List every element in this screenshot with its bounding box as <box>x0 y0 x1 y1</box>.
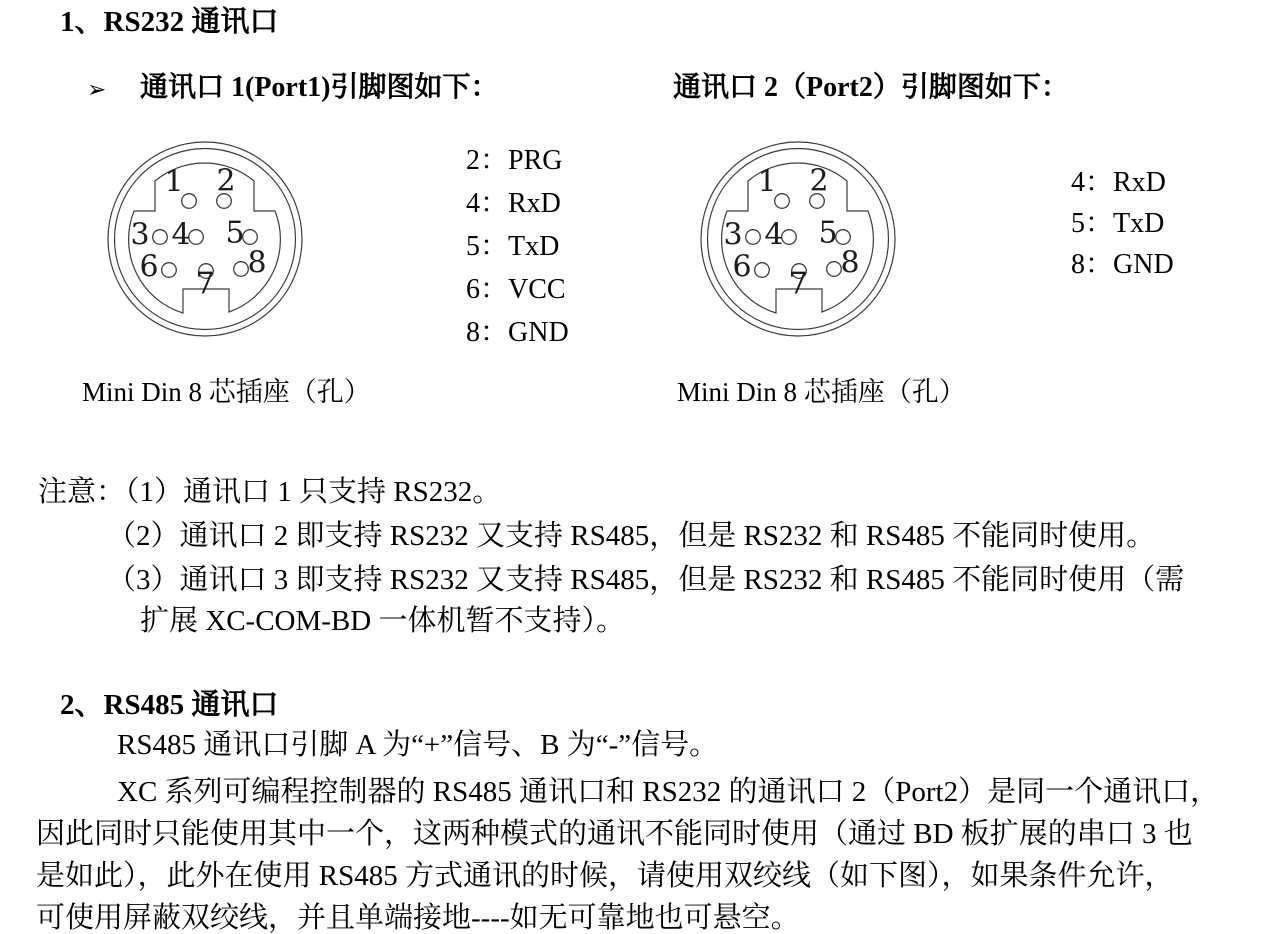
pin-number: 3 <box>723 217 743 253</box>
port1-connector-caption: Mini Din 8 芯插座（孔） <box>82 377 371 407</box>
pin-number: 8 <box>840 245 860 281</box>
pin-number: 1 <box>757 164 777 200</box>
pin5-hole <box>836 230 851 245</box>
pin-number: 6 <box>139 249 159 285</box>
pin-number: 1 <box>164 164 184 200</box>
note-line: （3）通讯口 3 即支持 RS232 又支持 RS485，但是 RS232 和 RS485 不能同时使用（需 <box>107 564 1185 596</box>
port1-mini-din8-connector-diagram <box>100 134 310 344</box>
pin1-hole <box>182 194 197 209</box>
paragraph-line: XC 系列可编程控制器的 RS485 通讯口和 RS232 的通讯口 2（Port2）是同一个通讯口， <box>117 776 1220 808</box>
pin-assignment: 8：GND <box>466 317 569 348</box>
pin8-hole <box>827 262 842 277</box>
pin-number: 5 <box>818 215 838 251</box>
section2-heading: 2、RS485 通讯口 <box>60 689 279 721</box>
pin-assignment: 2：PRG <box>466 145 563 176</box>
paragraph-line: RS485 通讯口引脚 A 为“+”信号、B 为“-”信号。 <box>117 729 719 761</box>
pin-assignment: 4：RxD <box>1071 167 1166 198</box>
pin-number: 6 <box>732 249 752 285</box>
pin3-hole <box>153 230 168 245</box>
pin-number: 8 <box>247 245 267 281</box>
pin-number: 3 <box>130 217 150 253</box>
pin-number: 2 <box>809 163 829 199</box>
pin-number: 7 <box>788 266 808 302</box>
pin-number: 5 <box>225 215 245 251</box>
pin-number: 4 <box>171 217 191 253</box>
pin5-hole <box>243 230 258 245</box>
bullet-arrow-icon: ➢ <box>87 77 107 103</box>
pin-assignment: 6：VCC <box>466 274 566 305</box>
port1-title: 通讯口 1(Port1)引脚图如下： <box>140 72 499 103</box>
note-line: 扩展 XC-COM-BD 一体机暂不支持）。 <box>140 605 625 637</box>
pin6-hole <box>755 263 770 278</box>
pin4-hole <box>782 230 797 245</box>
paragraph-line: 因此同时只能使用其中一个，这两种模式的通讯不能同时使用（通过 BD 板扩展的串口 3 也 <box>36 818 1193 850</box>
pin-number: 2 <box>216 163 236 199</box>
note-line: （2）通讯口 2 即支持 RS232 又支持 RS485，但是 RS232 和 RS485 不能同时使用。 <box>107 520 1156 552</box>
paragraph-line: 可使用屏蔽双绞线，并且单端接地----如无可靠地也可悬空。 <box>36 902 800 934</box>
pin-number: 7 <box>195 266 215 302</box>
port2-connector-caption: Mini Din 8 芯插座（孔） <box>677 377 966 407</box>
pin1-hole <box>775 194 790 209</box>
note-line: 注意：（1）通讯口 1 只支持 RS232。 <box>38 476 502 508</box>
pin-assignment: 8：GND <box>1071 249 1174 280</box>
pin-numbers <box>130 164 266 302</box>
port2-pin-list <box>1071 162 1174 285</box>
pin8-hole <box>234 262 249 277</box>
pin3-hole <box>746 230 761 245</box>
pin-assignment: 4：RxD <box>466 188 561 219</box>
pin-number: 4 <box>764 217 784 253</box>
paragraph-line: 是如此），此外在使用 RS485 方式通讯的时候，请使用双绞线（如下图），如果条件允许， <box>36 860 1174 892</box>
pin4-hole <box>189 230 204 245</box>
pin-assignment: 5：TxD <box>466 231 560 262</box>
port1-pin-list <box>466 139 569 354</box>
section1-heading: 1、RS232 通讯口 <box>60 6 279 38</box>
pin-assignment: 5：TxD <box>1071 208 1165 239</box>
pin-numbers <box>723 164 859 302</box>
port2-title: 通讯口 2（Port2）引脚图如下： <box>673 72 1069 103</box>
port2-mini-din8-connector-diagram <box>693 134 903 344</box>
pin6-hole <box>162 263 177 278</box>
